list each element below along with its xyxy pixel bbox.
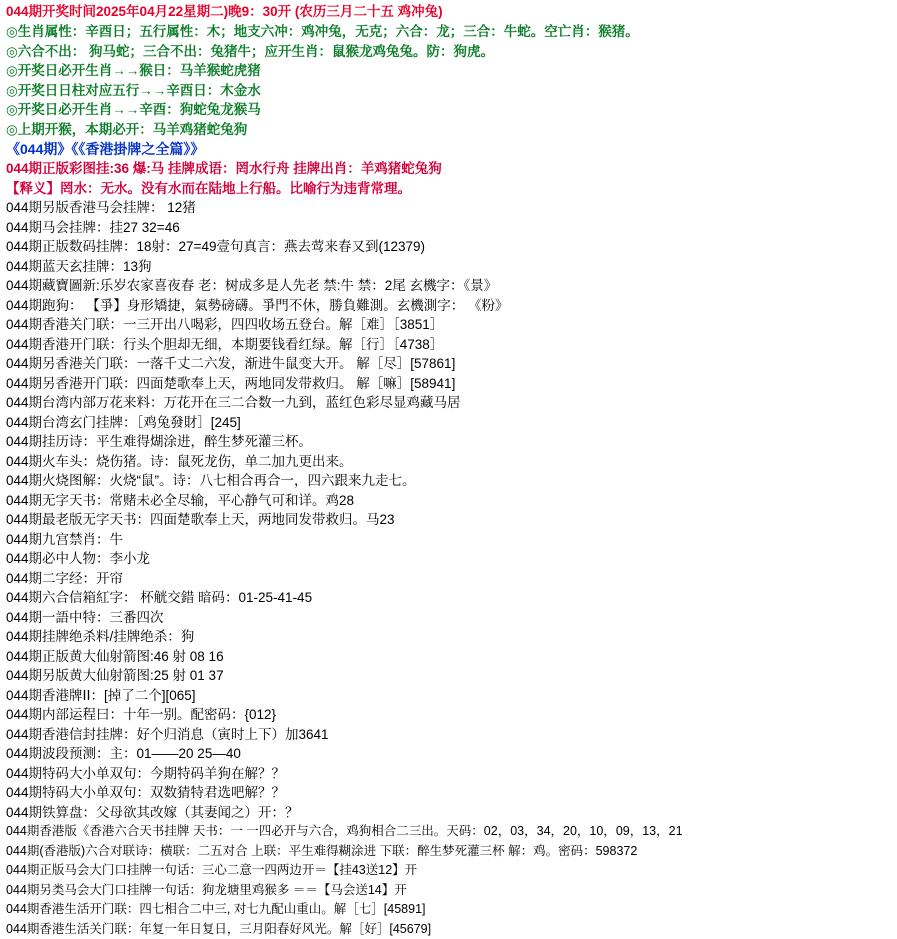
page-title: 044期开奖时间2025年04月22星期二)晚9：30开 (农历三月二十五 鸡冲兔) [0, 2, 897, 22]
entry-line: 044期另版黄大仙射箭图:25 射 01 37 [0, 666, 897, 686]
entry-line: 【释义】罔水：无水。没有水而在陆地上行船。比喻行为违背常理。 [0, 179, 897, 199]
entry-line: 044期藏寶圖新:乐岁农家喜夜春 老：树成多是人先老 禁:牛 禁：2尾 玄機字：《景》 [0, 276, 897, 296]
entry-line: 044期香港生活关门联：年复一年日复日，三月阳春好风光。解［好］[45679] [0, 920, 897, 939]
entry-line: 044期挂历诗：平生难得煳涂进，醉生梦死灌三杯。 [0, 432, 897, 452]
entry-line: 044期香港版《香港六合天书挂牌 天书：一 一四必开与六合，鸡狗相合二三出。天码：02，03，34，20，10，09，13，21 [0, 822, 897, 842]
section-title: 《044期》《《香港掛牌之全篇》》 [0, 139, 897, 159]
entry-line: 044期波段预测：主：01——20 25—40 [0, 744, 897, 764]
attribute-line-5: ◎开奖日必开生肖→→辛酉：狗蛇兔龙猴马 [0, 100, 897, 120]
entry-line: 044期铁算盘：父母欲其改嫁（其妻闻之）开：？ [0, 803, 897, 823]
attribute-line-6: ◎上期开猴，本期必开：马羊鸡猪蛇兔狗 [0, 120, 897, 140]
entry-line: 044期特码大小单双句：双数猜特君选吧解？？ [0, 783, 897, 803]
entry-line: 044期正版彩图挂:36 爆:马 挂牌成语：罔水行舟 挂牌出肖：羊鸡猪蛇兔狗 [0, 159, 897, 179]
attribute-line-2: ◎六合不出： 狗马蛇；三合不出：兔猪牛；应开生肖：鼠猴龙鸡兔兔。防：狗虎。 [0, 42, 897, 62]
entry-line: 044期特码大小单双句：今期特码羊狗在解？？ [0, 764, 897, 784]
entry-line: 044期香港开门联：行头个胆却无细，本期要钱看红绿。解［行］［4738］ [0, 335, 897, 355]
entry-line: 044期无字天书：常赌未必全尽输，平心静气可和详。鸡28 [0, 491, 897, 511]
entry-line: 044期台湾内部万花来料：万花开在三二合数一九到，蓝红色彩尽显鸡藏马居 [0, 393, 897, 413]
entry-line: 044期二字经：开帘 [0, 569, 897, 589]
entry-line: 044期跑狗： 【爭】身形矯捷，氣勢磅礴。爭門不休，勝負難測。玄機測字： 《粉》 [0, 296, 897, 316]
entry-line: 044期正版数码挂牌：18射：27=49壹句真言：燕去莺来春又到(12379) [0, 237, 897, 257]
entry-line: 044期香港关门联：一三开出八喝彩，四四收场五登台。解［难］［3851］ [0, 315, 897, 335]
entry-line: 044期正版马会大门口挂牌一句话：三心二意一四两边开＝【挂43送12】开 [0, 861, 897, 881]
entry-line: 044期正版黄大仙射箭图:46 射 08 16 [0, 647, 897, 667]
entry-line: 044期(香港版)六合对联诗：横联：二五对合 上联：平生难得糊涂进 下联：醉生梦死灌三杯 解：鸡。密码：598372 [0, 842, 897, 862]
entry-line: 044期九宫禁肖：牛 [0, 530, 897, 550]
entry-line: 044期最老版无字天书：四面楚歌奉上天，两地同发带救归。马23 [0, 510, 897, 530]
entry-line: 044期马会挂牌：挂27 32=46 [0, 218, 897, 238]
attribute-line-3: ◎开奖日必开生肖→→猴日：马羊猴蛇虎猪 [0, 61, 897, 81]
attribute-line-1: ◎生肖属性：辛酉日；五行属性：木；地支六冲：鸡冲兔，无克；六合：龙；三合：牛蛇。空亡肖：猴猪。 [0, 22, 897, 42]
entry-line: 044期六合信箱紅字： 杯觥交錯 暗码：01-25-41-45 [0, 588, 897, 608]
entry-line: 044期香港生活开门联：四七相合二中三, 对七九配山重山。解［七］[45891] [0, 900, 897, 920]
entry-line: 044期必中人物：李小龙 [0, 549, 897, 569]
entry-line: 044期内部运程曰：十年一别。配密码：{012} [0, 705, 897, 725]
entry-line: 044期挂牌绝杀料/挂牌绝杀：狗 [0, 627, 897, 647]
entry-line: 044期一語中特：三番四次 [0, 608, 897, 628]
entry-line: 044期另香港开门联：四面楚歌奉上天，两地同发带救归。 解［嘛］[58941] [0, 374, 897, 394]
entry-line: 044期另版香港马会挂牌： 12猪 [0, 198, 897, 218]
entry-line: 044期另香港关门联：一落千丈二六发，渐进牛鼠变大开。 解［尽］[57861] [0, 354, 897, 374]
entry-line: 044期台湾玄门挂牌：［鸡兔發財］[245] [0, 413, 897, 433]
attribute-line-4: ◎开奖日日柱对应五行→→辛酉日：木金水 [0, 81, 897, 101]
entry-line: 044期蓝天玄挂牌：13狗 [0, 257, 897, 277]
entry-line: 044期香港信封挂牌：好个归消息（寅时上下）加3641 [0, 725, 897, 745]
entry-line: 044期香港牌ⅠⅠ：[掉了二个][065] [0, 686, 897, 706]
entry-line: 044期另类马会大门口挂牌一句话：狗龙塘里鸡猴多 ＝＝【马会送14】开 [0, 881, 897, 901]
entry-line: 044期火车头：烧伤猪。诗：鼠死龙伤，单二加九更出来。 [0, 452, 897, 472]
entry-line: 044期火烧图解：火烧“鼠”。诗：八七相合再合一，四六跟来九走七。 [0, 471, 897, 491]
